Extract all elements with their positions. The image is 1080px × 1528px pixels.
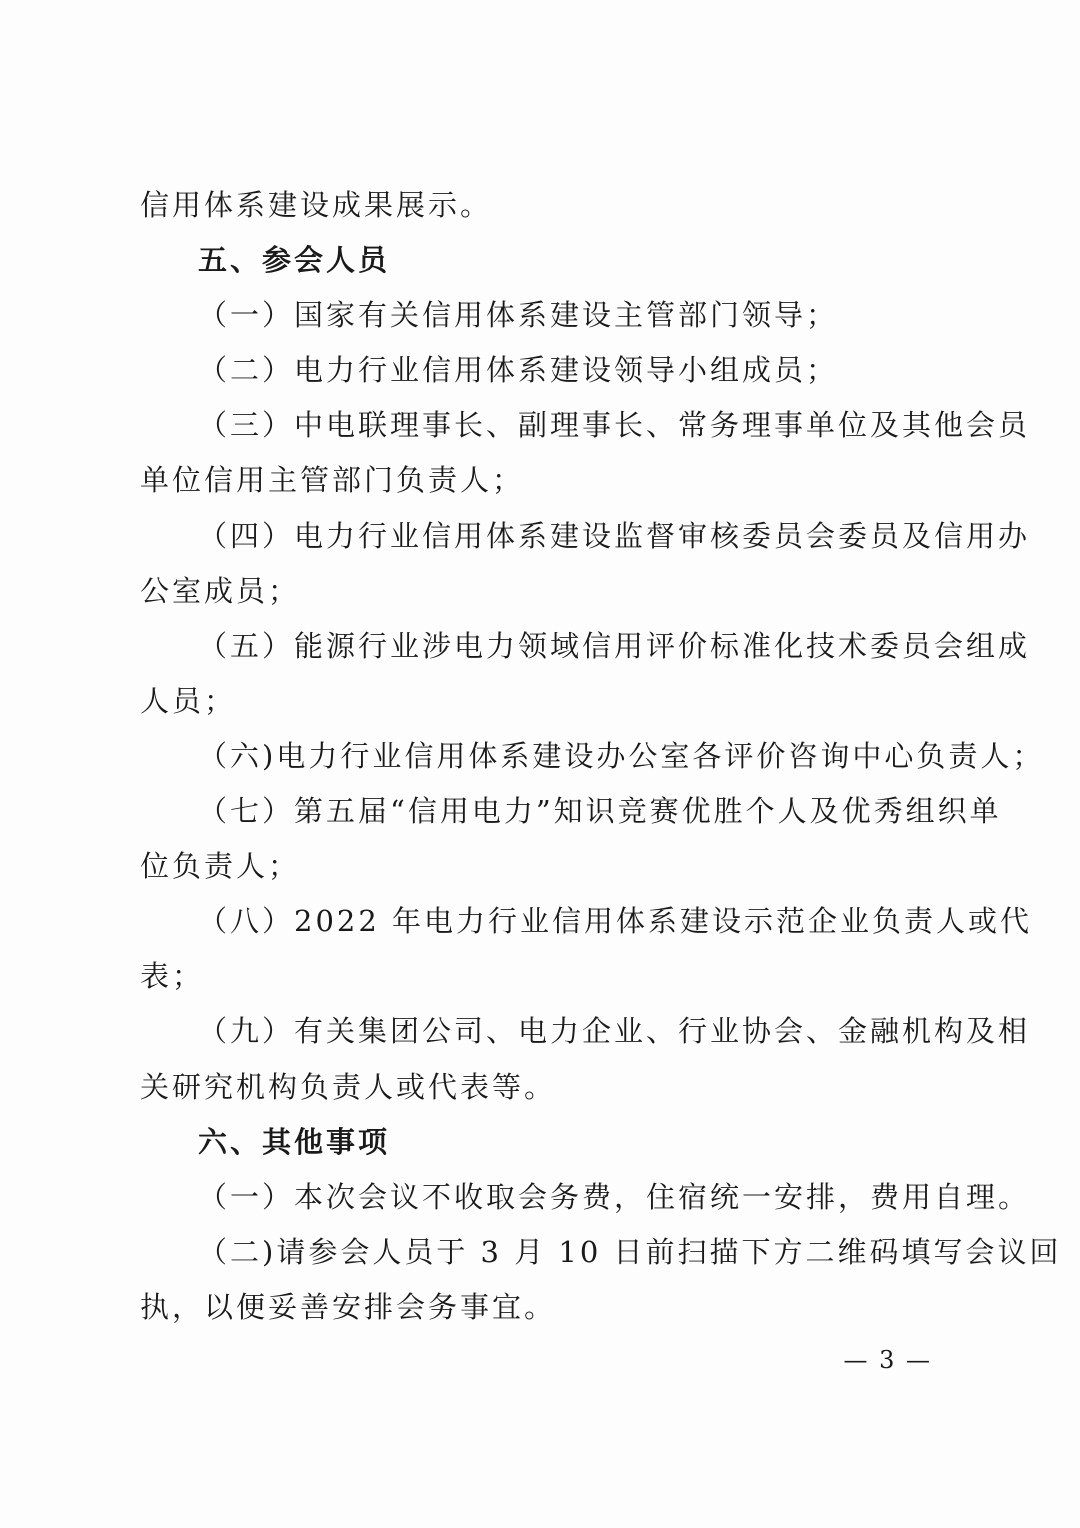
paragraph-line: 信用体系建设成果展示。: [140, 188, 493, 222]
document-body: [140, 178, 1062, 1335]
paragraph-line: （三）中电联理事长、副理事长、常务理事单位及其他会员: [198, 408, 1031, 443]
paragraph-line: 五、参会人员: [198, 243, 391, 278]
paragraph-line: 表；: [140, 959, 205, 994]
paragraph-line: 单位信用主管部门负责人；: [140, 463, 525, 498]
paragraph-line: 关研究机构负责人或代表等。: [140, 1069, 557, 1104]
paragraph-line: （五）能源行业涉电力领域信用评价标准化技术委员会组成: [198, 628, 1031, 663]
paragraph-line: （二）电力行业信用体系建设领导小组成员；: [198, 353, 839, 388]
page-number: — 3 —: [843, 1346, 932, 1374]
paragraph-line: （一）国家有关信用体系建设主管部门领导；: [198, 298, 839, 333]
paragraph-line: （二)请参会人员于 3 月 10 日前扫描下方二维码填写会议回: [198, 1234, 1062, 1269]
paragraph-line: 人员；: [140, 683, 237, 718]
paragraph-line: 公室成员；: [140, 573, 301, 608]
paragraph-line: （一）本次会议不收取会务费，住宿统一安排，费用自理。: [198, 1179, 1031, 1214]
paragraph-line: （七）第五届“信用电力”知识竞赛优胜个人及优秀组织单: [198, 794, 1002, 829]
paragraph-line: （六)电力行业信用体系建设办公室各评价咨询中心负责人；: [198, 738, 1045, 773]
paragraph-line: 六、其他事项: [198, 1124, 391, 1159]
paragraph-line: （九）有关集团公司、电力企业、行业协会、金融机构及相: [198, 1014, 1031, 1049]
paragraph-line: （四）电力行业信用体系建设监督审核委员会委员及信用办: [198, 518, 1031, 553]
paragraph-line: 位负责人；: [140, 849, 301, 884]
paragraph-line: （八）2022 年电力行业信用体系建设示范企业负责人或代: [198, 904, 1033, 939]
paragraph-line: 执，以便妥善安排会务事宜。: [140, 1289, 557, 1324]
